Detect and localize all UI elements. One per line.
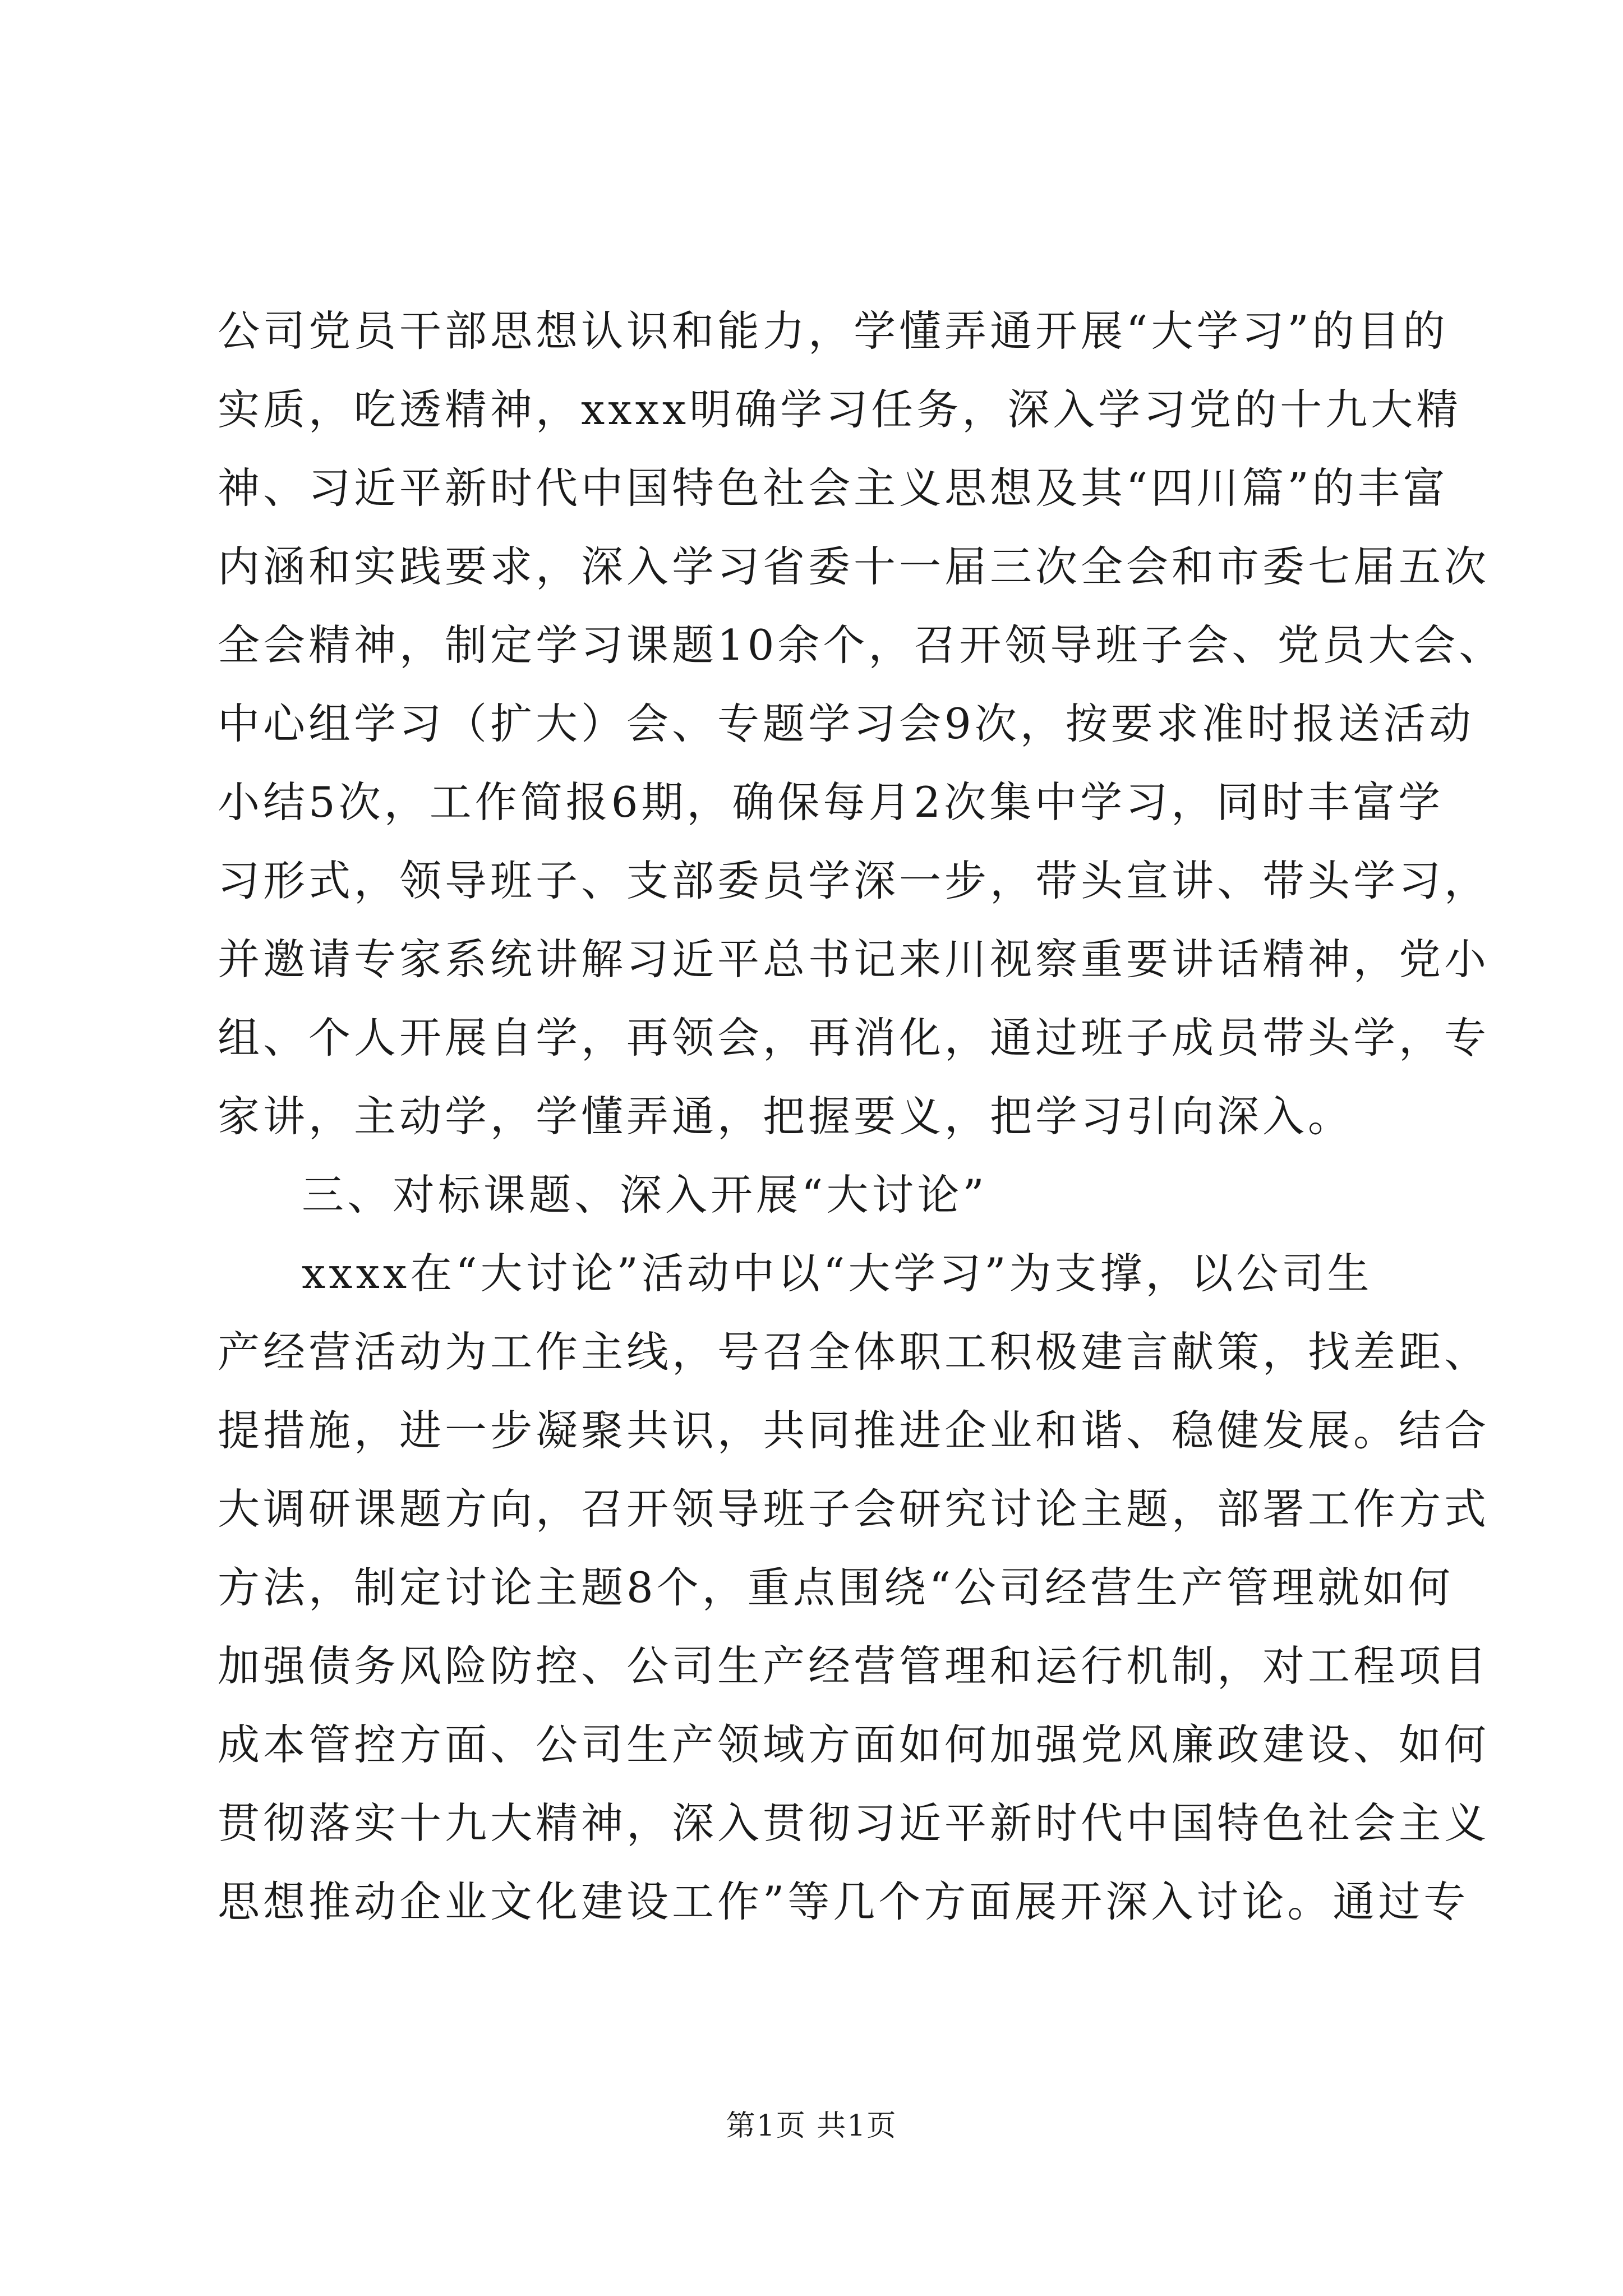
body-line: 加强债务风险防控、公司生产经营管理和运行机制，对工程项目 (218, 1641, 1490, 1691)
page-footer (0, 2106, 1623, 2146)
body-line: 成本管控方面、公司生产领域方面如何加强党风廉政建设、如何 (218, 1720, 1490, 1769)
body-line: 思想推动企业文化建设工作”等几个方面展开深入讨论。通过专 (218, 1877, 1469, 1926)
page-number: 第1页 共1页 (726, 2109, 897, 2143)
section-heading: 三、对标课题、深入开展“大讨论” (302, 1170, 988, 1220)
body-line: 贯彻落实十九大精神，深入贯彻习近平新时代中国特色社会主义 (218, 1798, 1490, 1848)
body-line: 公司党员干部思想认识和能力，学懂弄通开展“大学习”的目的 (218, 306, 1449, 356)
body-line: 大调研课题方向，召开领导班子会研究讨论主题，部署工作方式 (218, 1484, 1490, 1534)
body-line: 并邀请专家系统讲解习近平总书记来川视察重要讲话精神，党小 (218, 935, 1490, 984)
body-line: 组、个人开展自学，再领会，再消化，通过班子成员带头学，专 (218, 1013, 1490, 1062)
body-line: 全会精神，制定学习课题10余个，召开领导班子会、党员大会、 (218, 620, 1505, 670)
body-line: 内涵和实践要求，深入学习省委十一届三次全会和市委七届五次 (218, 542, 1490, 591)
paragraph-first-line: xxxx在“大讨论”活动中以“大学习”为支撑，以公司生 (302, 1249, 1373, 1298)
body-line: 家讲，主动学，学懂弄通，把握要义，把学习引向深入。 (218, 1092, 1354, 1141)
body-line: 产经营活动为工作主线，号召全体职工积极建言献策，找差距、 (218, 1327, 1490, 1377)
body-line: 中心组学习（扩大）会、专题学习会9次，按要求准时报送活动 (218, 699, 1474, 748)
body-line: 习形式，领导班子、支部委员学深一步，带头宣讲、带头学习， (218, 856, 1490, 905)
document-body (218, 292, 1505, 1941)
body-line: 小结5次，工作简报6期，确保每月2次集中学习，同时丰富学 (218, 777, 1444, 827)
body-line: 提措施，进一步凝聚共识，共同推进企业和谐、稳健发展。结合 (218, 1406, 1490, 1455)
body-line: 方法，制定讨论主题8个，重点围绕“公司经营生产管理就如何 (218, 1563, 1454, 1612)
body-line: 神、习近平新时代中国特色社会主义思想及其“四川篇”的丰富 (218, 463, 1449, 513)
body-line: 实质，吃透精神，xxxx明确学习任务，深入学习党的十九大精 (218, 385, 1462, 434)
